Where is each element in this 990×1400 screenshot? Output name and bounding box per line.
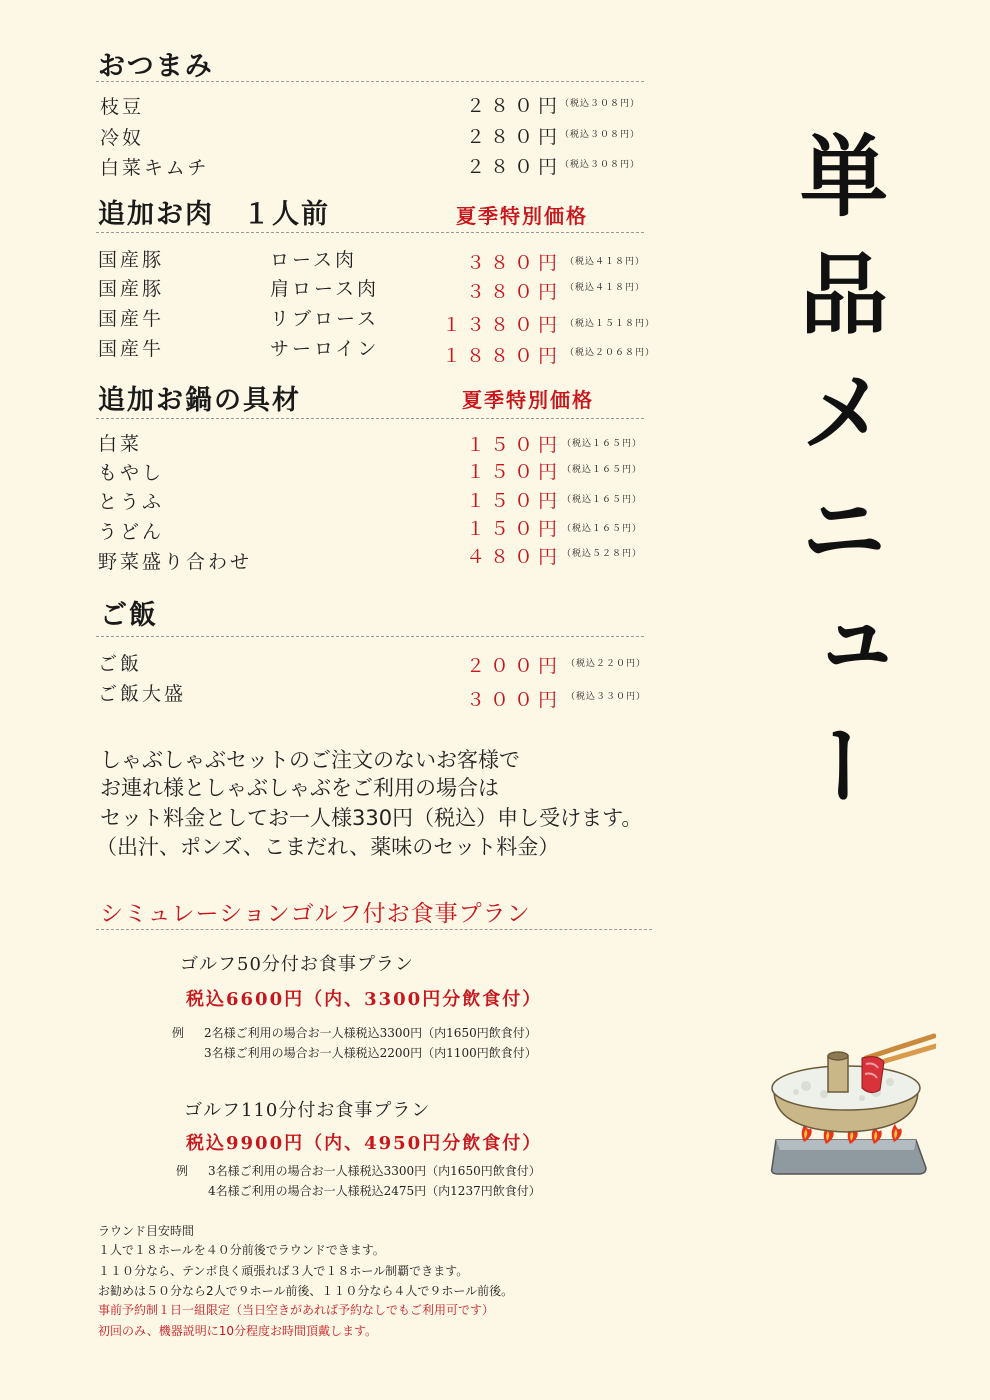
section-title-meat: 追加お肉 １人前 xyxy=(98,199,330,230)
golf-plan-price: 税込9900円（内、4950円分飲食付） xyxy=(186,1133,543,1154)
divider xyxy=(96,81,644,82)
golf-plan-name: ゴルフ110分付お食事プラン xyxy=(184,1100,431,1121)
summer-price-badge: 夏季特別価格 xyxy=(462,388,594,412)
menu-item-tax: （税込１６５円） xyxy=(562,439,643,449)
golf-plan-name: ゴルフ50分付お食事プラン xyxy=(180,954,414,975)
footer-line: お勧めは５０分なら2人で９ホール前後、１１０分なら４人で９ホール前後。 xyxy=(98,1284,514,1298)
meat-cut: リブロース xyxy=(270,308,380,330)
set-fee-notice-line: セット料金としてお一人様330円（税込）申し受けます。 xyxy=(100,806,643,830)
menu-item-tax: （税込１６５円） xyxy=(562,495,643,505)
example-label: 例 xyxy=(172,1026,185,1040)
menu-item-price: １３８０円 xyxy=(442,314,563,336)
menu-item-name: 冷奴 xyxy=(100,127,145,149)
menu-item-price: １５０円 xyxy=(466,490,563,512)
menu-item-name: もやし xyxy=(98,462,165,484)
section-title-otsumami: おつまみ xyxy=(98,51,214,82)
menu-item-price: ４８０円 xyxy=(466,546,563,568)
section-title-rice: ご飯 xyxy=(100,600,158,631)
menu-item-tax: （税込４１８円） xyxy=(565,283,646,293)
set-fee-notice-line: しゃぶしゃぶセットのご注文のないお客様で xyxy=(100,748,520,772)
menu-item-tax: （税込３３０円） xyxy=(566,692,647,702)
summer-price-badge: 夏季特別価格 xyxy=(456,204,588,228)
menu-item-name: 野菜盛り合わせ xyxy=(98,551,253,573)
menu-item-tax: （税込４１８円） xyxy=(565,257,646,267)
menu-item-price: ３８０円 xyxy=(466,252,563,274)
menu-item-tax: （税込１５１８円） xyxy=(565,319,656,329)
set-fee-notice-line: （出汁、ポンズ、こまだれ、薬味のセット料金） xyxy=(96,835,560,859)
menu-item-name: 白菜 xyxy=(98,433,143,455)
footer-notice-red: 事前予約制１日一組限定（当日空きがあれば予約なしでもご利用可です） xyxy=(98,1303,495,1317)
meat-cut: ロース肉 xyxy=(270,249,358,271)
divider xyxy=(96,929,652,930)
divider xyxy=(96,418,644,419)
menu-item-price: ２８０円 xyxy=(466,156,563,178)
menu-item-price: ３００円 xyxy=(466,689,563,711)
meat-origin: 国産牛 xyxy=(98,308,165,330)
divider xyxy=(96,636,644,637)
meat-cut: 肩ロース肉 xyxy=(270,278,380,300)
meat-cut: サーロイン xyxy=(270,338,380,360)
golf-plan-title: シミュレーションゴルフ付お食事プラン xyxy=(100,901,531,927)
menu-item-tax: （税込１６５円） xyxy=(562,524,643,534)
menu-item-name: 白菜キムチ xyxy=(100,157,210,179)
menu-item-price: １５０円 xyxy=(466,434,563,456)
menu-item-price: ２００円 xyxy=(466,655,563,677)
section-title-nabe: 追加お鍋の具材 xyxy=(98,385,301,416)
footer-line: ラウンド目安時間 xyxy=(98,1224,195,1238)
example-line: 3名様ご利用の場合お一人様税込2200円（内1100円飲食付） xyxy=(204,1046,537,1060)
menu-item-tax: （税込２２０円） xyxy=(566,659,647,669)
menu-item-name: ご飯 xyxy=(98,653,143,675)
footer-line: １１０分なら、テンポ良く頑張れば３人で１８ホール制覇できます。 xyxy=(98,1264,469,1278)
menu-item-price: ２８０円 xyxy=(466,95,563,117)
divider xyxy=(96,232,644,233)
menu-item-price: ２８０円 xyxy=(466,126,563,148)
menu-item-tax: （税込５２８円） xyxy=(562,549,643,559)
set-fee-notice-line: お連れ様としゃぶしゃぶをご利用の場合は xyxy=(100,776,499,800)
menu-item-name: 枝豆 xyxy=(100,96,145,118)
menu-item-tax: （税込３０８円） xyxy=(560,130,641,140)
menu-item-tax: （税込１６５円） xyxy=(562,465,643,475)
example-line: 3名様ご利用の場合お一人様税込3300円（内1650円飲食付） xyxy=(208,1164,541,1178)
meat-origin: 国産豚 xyxy=(98,278,165,300)
menu-item-price: １５０円 xyxy=(466,461,563,483)
footer-notice-red: 初回のみ、機器説明に10分程度お時間頂戴します。 xyxy=(98,1324,378,1338)
meat-origin: 国産牛 xyxy=(98,338,165,360)
footer-line: １人で１８ホールを４０分前後でラウンドできます。 xyxy=(98,1243,385,1257)
meat-origin: 国産豚 xyxy=(98,249,165,271)
example-line: 2名様ご利用の場合お一人様税込3300円（内1650円飲食付） xyxy=(204,1026,537,1040)
menu-item-tax: （税込３０８円） xyxy=(560,99,641,109)
menu-item-tax: （税込２０６８円） xyxy=(565,348,656,358)
menu-item-price: １５０円 xyxy=(466,518,563,540)
golf-plan-price: 税込6600円（内、3300円分飲食付） xyxy=(186,989,543,1010)
shabu-shabu-pot-icon xyxy=(766,1028,936,1176)
example-line: 4名様ご利用の場合お一人様税込2475円（内1237円飲食付） xyxy=(208,1184,541,1198)
example-label: 例 xyxy=(176,1164,189,1178)
menu-item-price: １８８０円 xyxy=(442,345,563,367)
menu-item-tax: （税込３０８円） xyxy=(560,160,641,170)
menu-item-name: とうふ xyxy=(98,491,165,513)
menu-item-name: ご飯大盛 xyxy=(98,683,187,705)
page-title: 単品メニュー xyxy=(786,130,890,838)
menu-item-price: ３８０円 xyxy=(466,281,563,303)
menu-item-name: うどん xyxy=(98,521,165,543)
